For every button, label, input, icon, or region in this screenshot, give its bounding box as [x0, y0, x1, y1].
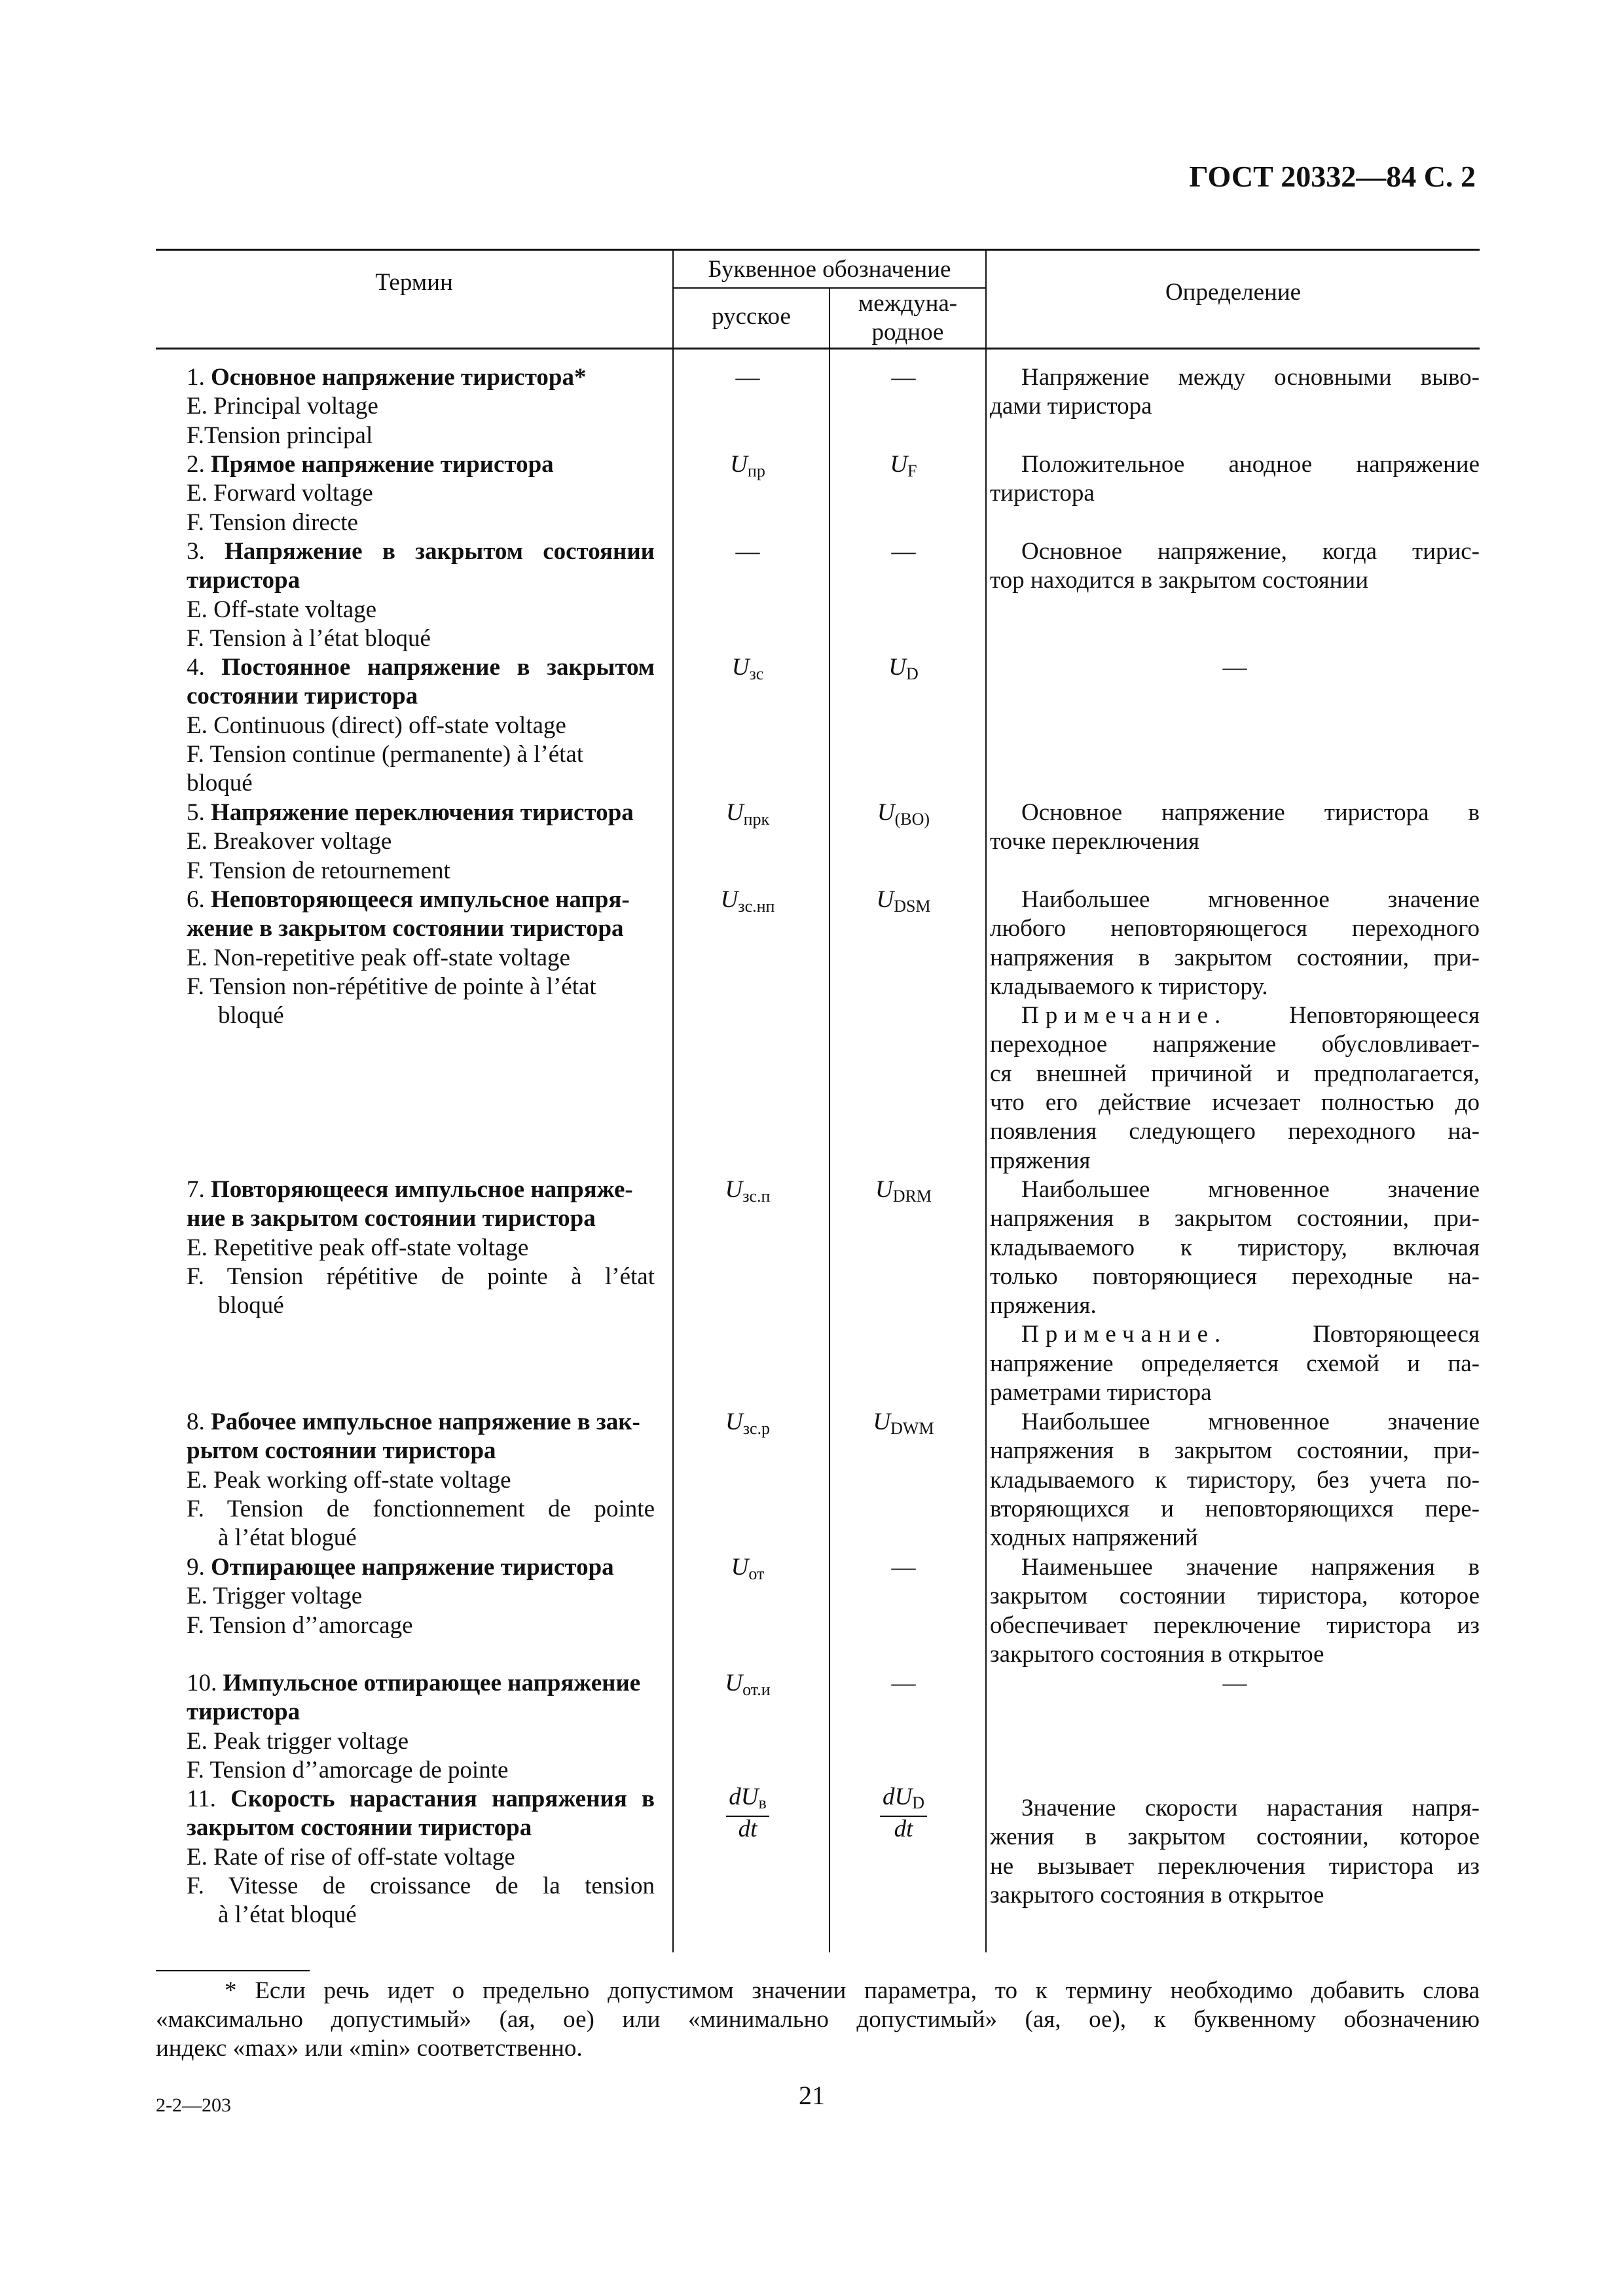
- definition-1: Напряжение между основными выво- дами тиристора: [990, 364, 1480, 420]
- footnote-rule: [156, 1970, 310, 1971]
- term-french: F. Tension de retournement: [187, 857, 450, 884]
- term-entry-5: [187, 798, 655, 886]
- term-english: E. Repetitive peak off-state voltage: [187, 1234, 529, 1261]
- term-entry-9: [187, 1553, 655, 1669]
- term-french-cont: bloqué: [218, 1002, 284, 1030]
- header-term: Термин: [375, 269, 453, 296]
- definition-column: [990, 363, 1480, 1910]
- header-russian: русское: [712, 303, 791, 330]
- russian-symbol-column: [669, 363, 826, 1844]
- page-number: 21: [799, 2081, 825, 2110]
- term-title: 4. Постоянное напряжение в закрытом: [187, 654, 655, 681]
- term-title-cont: ние в закрытом состоянии тиристора: [187, 1205, 596, 1232]
- header-definition: Определение: [1165, 279, 1302, 306]
- term-title: 6. Неповторяющееся импульсное напря-: [187, 886, 630, 913]
- term-english: E. Peak working off-state voltage: [187, 1466, 511, 1494]
- int-symbol-8: $U_{DWM}$: [873, 1408, 934, 1438]
- term-french: F. Tension d’’amorcage: [187, 1611, 413, 1639]
- term-title: 8. Рабочее импульсное напряжение в зак-: [187, 1408, 640, 1435]
- term-entry-3: [187, 537, 655, 653]
- ru-symbol-3: —: [735, 538, 760, 565]
- term-title: 2. Прямое напряжение тиристора: [187, 451, 554, 478]
- term-title-cont: тиристора: [187, 567, 301, 594]
- term-entry-7: [187, 1175, 655, 1408]
- document-header: ГОСТ 20332—84 С. 2: [1189, 160, 1476, 193]
- term-entry-11: [187, 1785, 655, 1929]
- term-title: 1. Основное напряжение тиристора*: [187, 364, 587, 391]
- term-title: 11. Скорость нарастания напряжения в: [187, 1785, 655, 1812]
- term-english: E. Breakover voltage: [187, 828, 392, 855]
- footnote-line-3: индекс «max» или «min» соответственно.: [156, 2035, 583, 2062]
- term-english: E. Principal voltage: [187, 393, 378, 420]
- definition-3: Основное напряжение, когда тирис- тор находится в закрытом состоянии: [990, 538, 1480, 594]
- int-symbol-4: $U_D$: [888, 654, 919, 683]
- term-french-cont: à l’état blogué: [218, 1524, 357, 1552]
- term-english: E. Peak trigger voltage: [187, 1727, 409, 1755]
- term-entry-10: [187, 1669, 655, 1785]
- term-title-cont: закрытом состоянии тиристора: [187, 1814, 532, 1842]
- header-bottom-rule: [156, 348, 1480, 350]
- term-french-cont: à l’état bloqué: [218, 1901, 357, 1929]
- print-code: 2-2—203: [156, 2094, 231, 2116]
- term-english: E. Trigger voltage: [187, 1583, 363, 1610]
- ru-symbol-9: $U_{от}$: [731, 1554, 765, 1583]
- term-title: 3. Напряжение в закрытом состоянии: [187, 538, 655, 565]
- term-english: E. Forward voltage: [187, 480, 373, 507]
- int-symbol-9: —: [891, 1554, 916, 1581]
- term-french: F. Tension continue (permanente) à l’état: [187, 740, 584, 768]
- definition-2: Положительное анодное напряжение тиристора: [990, 451, 1480, 507]
- term-french: F.Tension principal: [187, 422, 373, 449]
- definition-11: Значение скорости нарастания напря- жения в закрытом состоянии, которое не вызывает переключения тиристора из закрытого состояния в открытое: [990, 1795, 1480, 1909]
- definition-5: Основное напряжение тиристора в точке переключения: [990, 799, 1480, 855]
- int-symbol-6: $U_{DSM}$: [876, 886, 931, 916]
- term-title: 10. Импульсное отпирающее напряжение: [187, 1670, 641, 1696]
- footnote-line-2: «максимально допустимый» (ая, ое) или «минимально допустимый» (ая, ое), к буквенному обозначению: [156, 2006, 1480, 2033]
- term-entry-1: [187, 363, 655, 450]
- header-international-line-2: родное: [871, 319, 944, 346]
- term-french: F. Tension directe: [187, 509, 358, 536]
- definition-4: —: [1222, 654, 1247, 681]
- definition-8: Наибольшее мгновенное значение напряжения в закрытом состоянии, при- кладываемого к тиристору, без учета по- вторяющихся и неповторяющихся пере- ходных напряжений: [990, 1408, 1480, 1552]
- int-symbol-11: $\frac{dU_D}{dt}$: [880, 1785, 927, 1842]
- term-title: 7. Повторяющееся импульсное напряже-: [187, 1176, 633, 1203]
- ru-symbol-5: $U_{прк}$: [725, 799, 770, 829]
- int-symbol-3: —: [891, 538, 916, 565]
- term-french-cont: bloqué: [218, 1292, 284, 1319]
- term-french: F. Tension d’’amorcage de pointe: [187, 1756, 509, 1784]
- term-french: F. Tension répétitive de pointe à l’état: [187, 1263, 655, 1290]
- term-english: E. Non-repetitive peak off-state voltage: [187, 944, 570, 971]
- term-entry-4: [187, 653, 655, 798]
- definition-6: Наибольшее мгновенное значение любого неповторяющегося переходного напряжения в закрытом состоянии, при- кладываемого к тиристору. Примечание. Неповторяющееся переходное напряжение обусловливает- ся внешней причиной и предполагается, что его действие исчезает полностью до появления следующего переходного на- пряжения: [990, 886, 1480, 1174]
- ru-symbol-7: $U_{зс.п}$: [725, 1176, 771, 1206]
- term-french: F. Tension de fonctionnement de pointe: [187, 1495, 655, 1522]
- term-title-cont: состоянии тиристора: [187, 683, 418, 710]
- definition-7-note: Примечание. Повторяющееся: [1021, 1321, 1480, 1348]
- header-international: [830, 289, 985, 347]
- ru-symbol-8: $U_{зс.р}$: [725, 1408, 771, 1438]
- ru-symbol-4: $U_{зс}$: [731, 654, 764, 683]
- term-entry-6: [187, 886, 655, 1175]
- definition-6-note: Примечание. Неповторяющееся: [1021, 1002, 1480, 1030]
- international-symbol-column: [828, 363, 979, 1844]
- header-letter-designation: Буквенное обозначение: [708, 256, 951, 283]
- term-english: E. Rate of rise of off-state voltage: [187, 1843, 515, 1871]
- term-french: F. Tension non-répétitive de pointe à l’état: [187, 973, 596, 1000]
- term-column: [187, 363, 655, 1929]
- term-entry-8: [187, 1408, 655, 1553]
- footnote-line-1: * Если речь идет о предельно допустимом значении параметра, то к термину необходимо добавить слова: [225, 1977, 1480, 2004]
- term-english: E. Continuous (direct) off-state voltage: [187, 711, 566, 739]
- ru-symbol-10: $U_{от.и}$: [725, 1670, 771, 1699]
- int-symbol-7: $U_{DRM}$: [875, 1176, 932, 1206]
- ru-symbol-11: $\frac{dU_в}{dt}$: [726, 1785, 769, 1842]
- int-symbol-1: —: [891, 364, 916, 391]
- term-french: F. Tension à l’état bloqué: [187, 624, 431, 652]
- term-french: F. Vitesse de croissance de la tension: [187, 1872, 655, 1899]
- term-english: E. Off-state voltage: [187, 596, 377, 623]
- ru-symbol-6: $U_{зс.нп}$: [720, 886, 775, 916]
- term-title: 9. Отпирающее напряжение тиристора: [187, 1554, 614, 1581]
- term-entry-2: [187, 450, 655, 537]
- term-french-cont: bloqué: [187, 770, 253, 797]
- term-title: 5. Напряжение переключения тиристора: [187, 799, 634, 826]
- definition-10: —: [1222, 1670, 1247, 1696]
- int-symbol-10: —: [891, 1670, 916, 1696]
- definition-9: Наименьшее значение напряжения в закрытом состоянии тиристора, которое обеспечивает переключение тиристора из закрытого состояния в открытое: [990, 1554, 1480, 1668]
- ru-symbol-2: $U_{пр}$: [730, 451, 765, 480]
- ru-symbol-1: —: [735, 364, 760, 391]
- term-title-cont: рытом состоянии тиристора: [187, 1437, 496, 1465]
- int-symbol-5: $U_{(BO)}$: [877, 799, 930, 829]
- term-title-cont: жение в закрытом состоянии тиристора: [187, 915, 624, 942]
- table-top-rule: [156, 249, 1480, 251]
- header-international-line-1: междуна-: [858, 290, 958, 317]
- definition-7: Наибольшее мгновенное значение напряжения в закрытом состоянии, при- кладываемого к тиристору, включая только повторяющиеся переходные на- пряжения. Примечание. Повторяющееся напряжение определяется схемой и па- раметрами тиристора: [990, 1176, 1480, 1407]
- column-divider-3: [985, 249, 987, 1952]
- int-symbol-2: $U_F$: [890, 451, 917, 480]
- footnote: [156, 1977, 1480, 2063]
- term-title-cont: тиристора: [187, 1698, 301, 1726]
